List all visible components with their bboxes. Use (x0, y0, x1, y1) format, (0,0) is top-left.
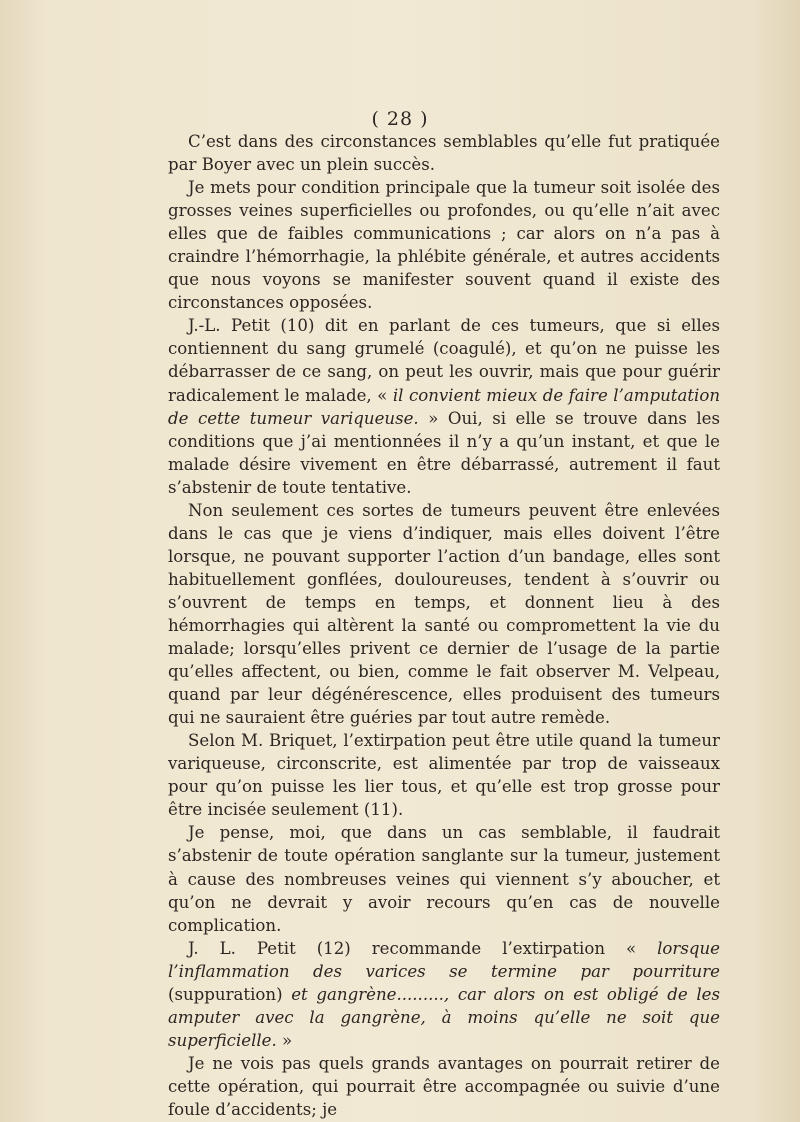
text-run: Je ne vois pas quels grands avantages on pourrait retirer de cette opération, qui pourrait être accompagnée ou suivie d’une foule d’accidents; je (168, 1053, 720, 1119)
paragraph (168, 314, 720, 498)
body-text (168, 130, 720, 1121)
paragraph (168, 499, 720, 729)
paragraph (168, 937, 720, 1052)
paragraph (168, 729, 720, 821)
text-run: » (276, 1030, 293, 1050)
text-run: Selon M. Briquet, l’extirpation peut être utile quand la tumeur variqueuse, circonscrite, est alimentée par trop de vaisseaux pour qu’on puisse les lier tous, et qu’elle est trop grosse pour être incisée seulement (11). (168, 731, 720, 820)
page-number: ( 28 ) (371, 108, 429, 130)
paragraph (168, 1052, 720, 1121)
italic-text: il convient mieux de faire l’amputation de cette tumeur variqueuse. (168, 385, 720, 428)
text-run: Je pense, moi, que dans un cas semblable, il faudrait s’abstenir de toute opération sanglante sur la tumeur, justement à cause des nombreuses veines qui viennent s’y aboucher, et qu’on ne devrait y avoir recours qu’en cas de nouvelle complication. (168, 823, 720, 935)
text-run: » Oui, si elle se trouve dans les conditions que j’ai mentionnées il n’y a qu’un instant, et que le malade désire vivement en être débarrassé, autrement il faut s’abstenir de toute tentative. (168, 408, 720, 497)
text-run: (suppuration) (168, 984, 292, 1004)
text-run: Non seulement ces sortes de tumeurs peuvent être enlevées dans le cas que je viens d’indiquer, mais elles doivent l’être lorsque, ne pouvant supporter l’action d’un bandage, elles sont habituellement gonflées, douloureuses, tendent à s’ouvrir ou s’ouvrent de temps en temps, et donnent lieu à des hémorrhagies qui altèrent la santé ou compromettent la vie du malade; lorsqu’elles privent ce dernier de l’usage de la partie qu’elles affectent, ou bien, comme le fait observer M. Velpeau, quand par leur dégénérescence, elles produisent des tumeurs qui ne sauraient être guéries par tout autre remède. (168, 500, 720, 728)
italic-text: et gangrène........., car alors on est obligé de les amputer avec la gangrène, à moins qu’elle ne soit que superficielle. (168, 984, 720, 1050)
paragraph (168, 130, 720, 176)
text-run: Je mets pour condition principale que la tumeur soit isolée des grosses veines superficielles ou profondes, ou qu’elle n’ait avec elles que de faibles communications ; car alors on n’a pas à craindre l’hémorrhagie, la phlébite générale, et autres accidents que nous voyons se manifester souvent quand il existe des circonstances opposées. (168, 178, 720, 313)
paragraph (168, 821, 720, 936)
paragraph (168, 176, 720, 314)
text-run: J. L. Petit (12) recommande l’extirpation « (188, 938, 658, 958)
text-run: C’est dans des circonstances semblables qu’elle fut pratiquée par Boyer avec un plein succès. (168, 132, 720, 175)
italic-text: lorsque l’inflammation des varices se termine par pourriture (168, 938, 720, 981)
text-run: J.-L. Petit (10) dit en parlant de ces tumeurs, que si elles contiennent du sang grumelé (coagulé), et qu’on ne puisse les débarrasser de ce sang, on peut les ouvrir, mais que pour guérir radicalement le malade, « (168, 316, 720, 405)
